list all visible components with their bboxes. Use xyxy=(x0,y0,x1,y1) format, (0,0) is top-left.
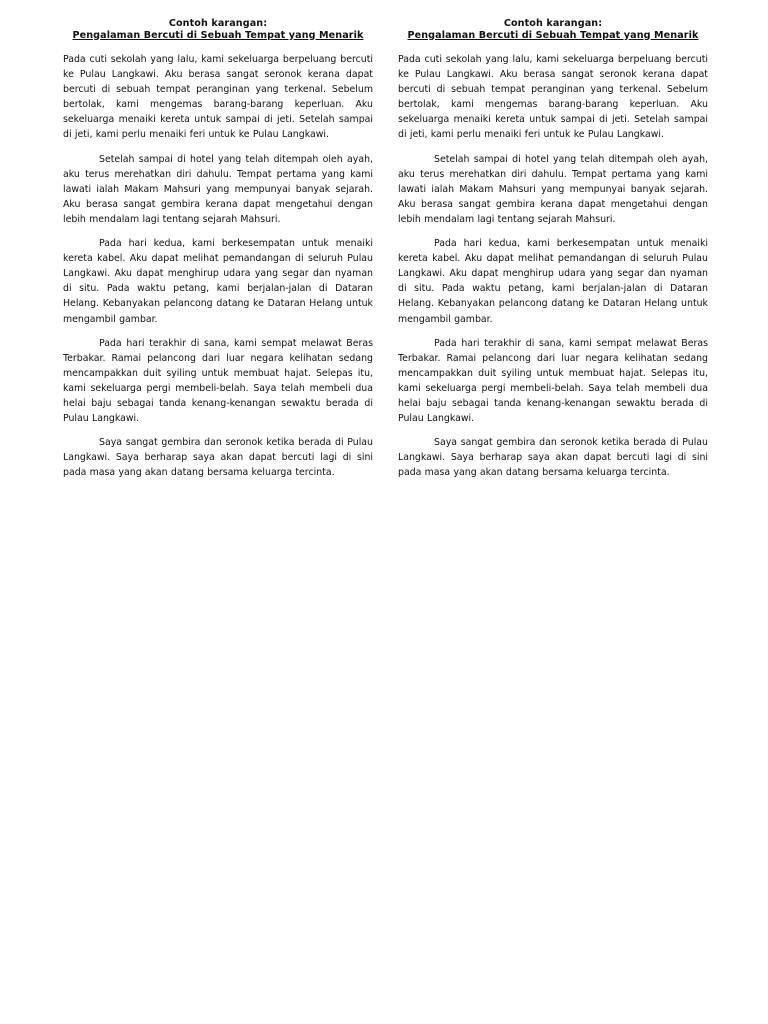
essay-paragraph-2: Setelah sampai di hotel yang telah ditempah oleh ayah, aku terus merehatkan diri dahulu. Tempat pertama yang kami lawati ialah Makam Mahsuri yang mempunyai banyak sejarah. Aku berasa sangat gembira kerana dapat mengetahui dengan lebih mendalam lagi tentang sejarah Mahsuri. xyxy=(63,153,373,225)
essay-column-right xyxy=(398,18,708,480)
essay-label: Contoh karangan: xyxy=(168,18,268,29)
essay-heading-copy xyxy=(398,18,708,41)
essay-title-copy: Pengalaman Bercuti di Sebuah Tempat yang Menarik xyxy=(407,29,699,41)
essay-paragraph-2-copy: Setelah sampai di hotel yang telah ditempah oleh ayah, aku terus merehatkan diri dahulu. Tempat pertama yang kami lawati ialah Makam Mahsuri yang mempunyai banyak sejarah. Aku berasa sangat gembira kerana dapat mengetahui dengan lebih mendalam lagi tentang sejarah Mahsuri. xyxy=(398,153,708,225)
essay-column-left xyxy=(63,18,373,480)
essay-paragraph-1-copy: Pada cuti sekolah yang lalu, kami sekeluarga berpeluang bercuti ke Pulau Langkawi. Aku berasa sangat seronok kerana dapat bercuti di sebuah tempat peranginan yang terkenal. Sebelum bertolak, kami mengemas barang-barang keperluan. Aku sekeluarga menaiki kereta untuk sampai di jeti. Setelah sampai di jeti, kami perlu menaiki feri untuk ke Pulau Langkawi. xyxy=(398,54,708,141)
essay-paragraph-4-copy: Pada hari terakhir di sana, kami sempat melawat Beras Terbakar. Ramai pelancong dari luar negara kelihatan sedang mencampakkan duit syiling untuk membuat hajat. Selepas itu, kami sekeluarga pergi membeli-belah. Saya telah membeli dua helai baju sebagai tanda kenang-kenangan sewaktu berada di Pulau Langkawi. xyxy=(398,337,708,425)
essay-paragraph-5: Saya sangat gembira dan seronok ketika berada di Pulau Langkawi. Saya berharap saya akan dapat bercuti lagi di sini pada masa yang akan datang bersama keluarga tercinta. xyxy=(63,437,373,479)
essay-paragraph-5-copy: Saya sangat gembira dan seronok ketika berada di Pulau Langkawi. Saya berharap saya akan dapat bercuti lagi di sini pada masa yang akan datang bersama keluarga tercinta. xyxy=(398,437,708,479)
essay-heading xyxy=(63,18,373,41)
essay-label-copy: Contoh karangan: xyxy=(503,18,603,29)
essay-paragraph-4: Pada hari terakhir di sana, kami sempat melawat Beras Terbakar. Ramai pelancong dari luar negara kelihatan sedang mencampakkan duit syiling untuk membuat hajat. Selepas itu, kami sekeluarga pergi membeli-belah. Saya telah membeli dua helai baju sebagai tanda kenang-kenangan sewaktu berada di Pulau Langkawi. xyxy=(63,337,373,425)
essay-paragraph-3-copy: Pada hari kedua, kami berkesempatan untuk menaiki kereta kabel. Aku dapat melihat pemandangan di seluruh Pulau Langkawi. Aku dapat menghirup udara yang segar dan nyaman di situ. Pada waktu petang, kami berjalan-jalan di Dataran Helang. Kebanyakan pelancong datang ke Dataran Helang untuk mengambil gambar. xyxy=(398,238,708,325)
essay-paragraph-1: Pada cuti sekolah yang lalu, kami sekeluarga berpeluang bercuti ke Pulau Langkawi. Aku berasa sangat seronok kerana dapat bercuti di sebuah tempat peranginan yang terkenal. Sebelum bertolak, kami mengemas barang-barang keperluan. Aku sekeluarga menaiki kereta untuk sampai di jeti. Setelah sampai di jeti, kami perlu menaiki feri untuk ke Pulau Langkawi. xyxy=(63,54,373,141)
essay-title: Pengalaman Bercuti di Sebuah Tempat yang Menarik xyxy=(72,29,364,41)
essay-paragraph-3: Pada hari kedua, kami berkesempatan untuk menaiki kereta kabel. Aku dapat melihat pemandangan di seluruh Pulau Langkawi. Aku dapat menghirup udara yang segar dan nyaman di situ. Pada waktu petang, kami berjalan-jalan di Dataran Helang. Kebanyakan pelancong datang ke Dataran Helang untuk mengambil gambar. xyxy=(63,238,373,325)
